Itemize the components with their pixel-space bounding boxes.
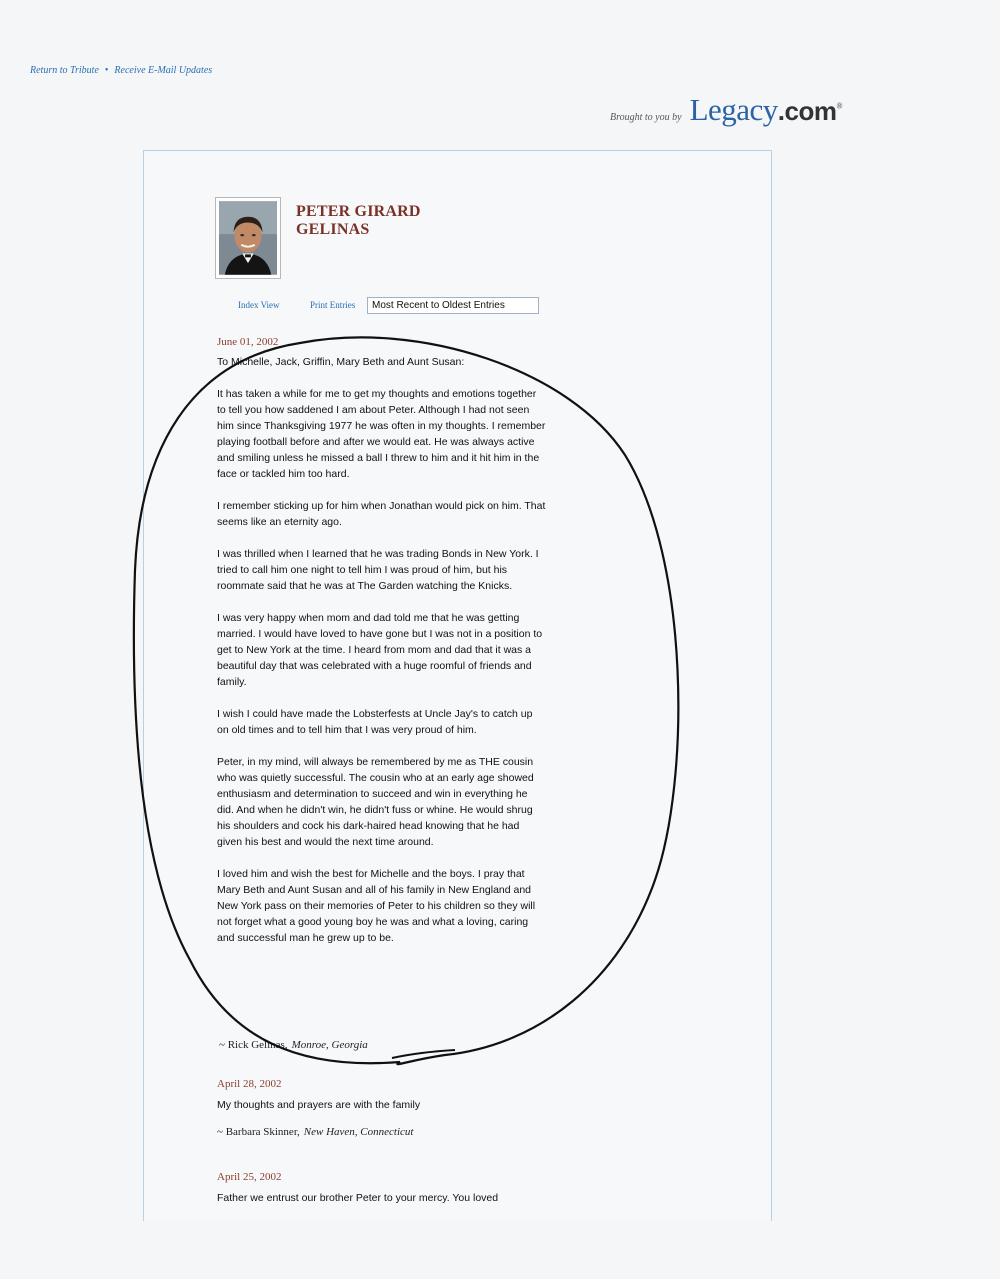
entry-paragraph: I loved him and wish the best for Michelle and the boys. I pray that Mary Beth and Aunt Susan and all of his family in New England and New York pass on their memories of Peter to his children so they will not forget what a good young boy he was and what a loving, caring and successful man he grew up to be. <box>217 868 536 944</box>
registered-mark: ® <box>836 101 843 111</box>
entry-location: New Haven, Connecticut <box>303 1126 414 1138</box>
guestbook-entry <box>217 336 547 962</box>
print-entries-link[interactable]: Print Entries <box>310 300 356 310</box>
logo-part1: Legacy <box>689 92 778 127</box>
legacy-logo[interactable] <box>690 92 842 128</box>
nav-separator: • <box>104 65 109 76</box>
portrait-image <box>219 201 277 275</box>
entry-paragraph: I wish I could have made the Lobsterfests at Uncle Jay's to catch up on old times and to tell him that I was very proud of him. <box>217 708 533 736</box>
entry-paragraph: I was very happy when mom and dad told me that he was getting married. I would have loved to have gone but I was not in a position to get to New York at the time. I heard from mom and dad that it was a beautiful day that was celebrated with a huge roomful of friends and family. <box>217 612 543 688</box>
index-view-link[interactable]: Index View <box>238 300 280 310</box>
sort-order-select[interactable]: Most Recent to Oldest Entries <box>367 297 539 314</box>
entry-signature <box>217 1126 547 1138</box>
top-nav <box>30 65 212 76</box>
guestbook-entry <box>217 1171 547 1222</box>
entry-author: ~ Rick Gelinas, <box>219 1039 288 1051</box>
portrait-photo <box>215 197 281 279</box>
entry-paragraph: I remember sticking up for him when Jonathan would pick on him. That seems like an eternity ago. <box>217 500 546 528</box>
entry-paragraph: It has taken a while for me to get my thoughts and emotions together to tell you how saddened I am about Peter. Although I had not seen him since Thanksgiving 1977 he was often in my thoughts. I remember playing football before and after we would eat. He was always active and smiling unless he missed a ball I threw to him and it hit him in the face or tackled him too hard. <box>217 388 546 480</box>
logo-part2: .com <box>777 96 837 126</box>
entry-signature <box>219 1039 368 1051</box>
sponsor-brand <box>610 92 842 128</box>
entry-author: ~ Barbara Skinner, <box>217 1126 300 1138</box>
tribute-name <box>296 203 421 239</box>
brought-by-text: Brought to you by <box>610 112 682 123</box>
entry-date: June 01, 2002 <box>217 336 279 348</box>
entry-paragraph: To Michelle, Jack, Griffin, Mary Beth and Aunt Susan: <box>217 356 465 368</box>
entry-paragraph: Father we entrust our brother Peter to your mercy. You loved <box>217 1192 499 1204</box>
entry-date: April 25, 2002 <box>217 1171 282 1183</box>
entry-paragraph: My thoughts and prayers are with the family <box>217 1099 421 1111</box>
name-line-1: PETER GIRARD <box>296 203 421 220</box>
return-to-tribute-link[interactable]: Return to Tribute <box>30 65 99 76</box>
name-line-2: GELINAS <box>296 221 370 238</box>
guestbook-entry <box>217 1078 547 1138</box>
entry-paragraph: Peter, in my mind, will always be remembered by me as THE cousin who was quietly successful. The cousin who at an early age showed enthusiasm and determination to succeed and win in everything he did. And when he didn't win, he didn't fuss or whine. He would shrug his shoulders and cock his dark-haired head knowing that he had given his best and would the next time around. <box>217 756 534 848</box>
entry-location: Monroe, Georgia <box>291 1039 368 1051</box>
entry-paragraph: I was thrilled when I learned that he was trading Bonds in New York. I tried to call him one night to tell him I was proud of him, but his roommate said that he was at The Garden watching the Knicks. <box>217 548 539 592</box>
entry-date: April 28, 2002 <box>217 1078 282 1090</box>
email-updates-link[interactable]: Receive E-Mail Updates <box>114 65 213 76</box>
